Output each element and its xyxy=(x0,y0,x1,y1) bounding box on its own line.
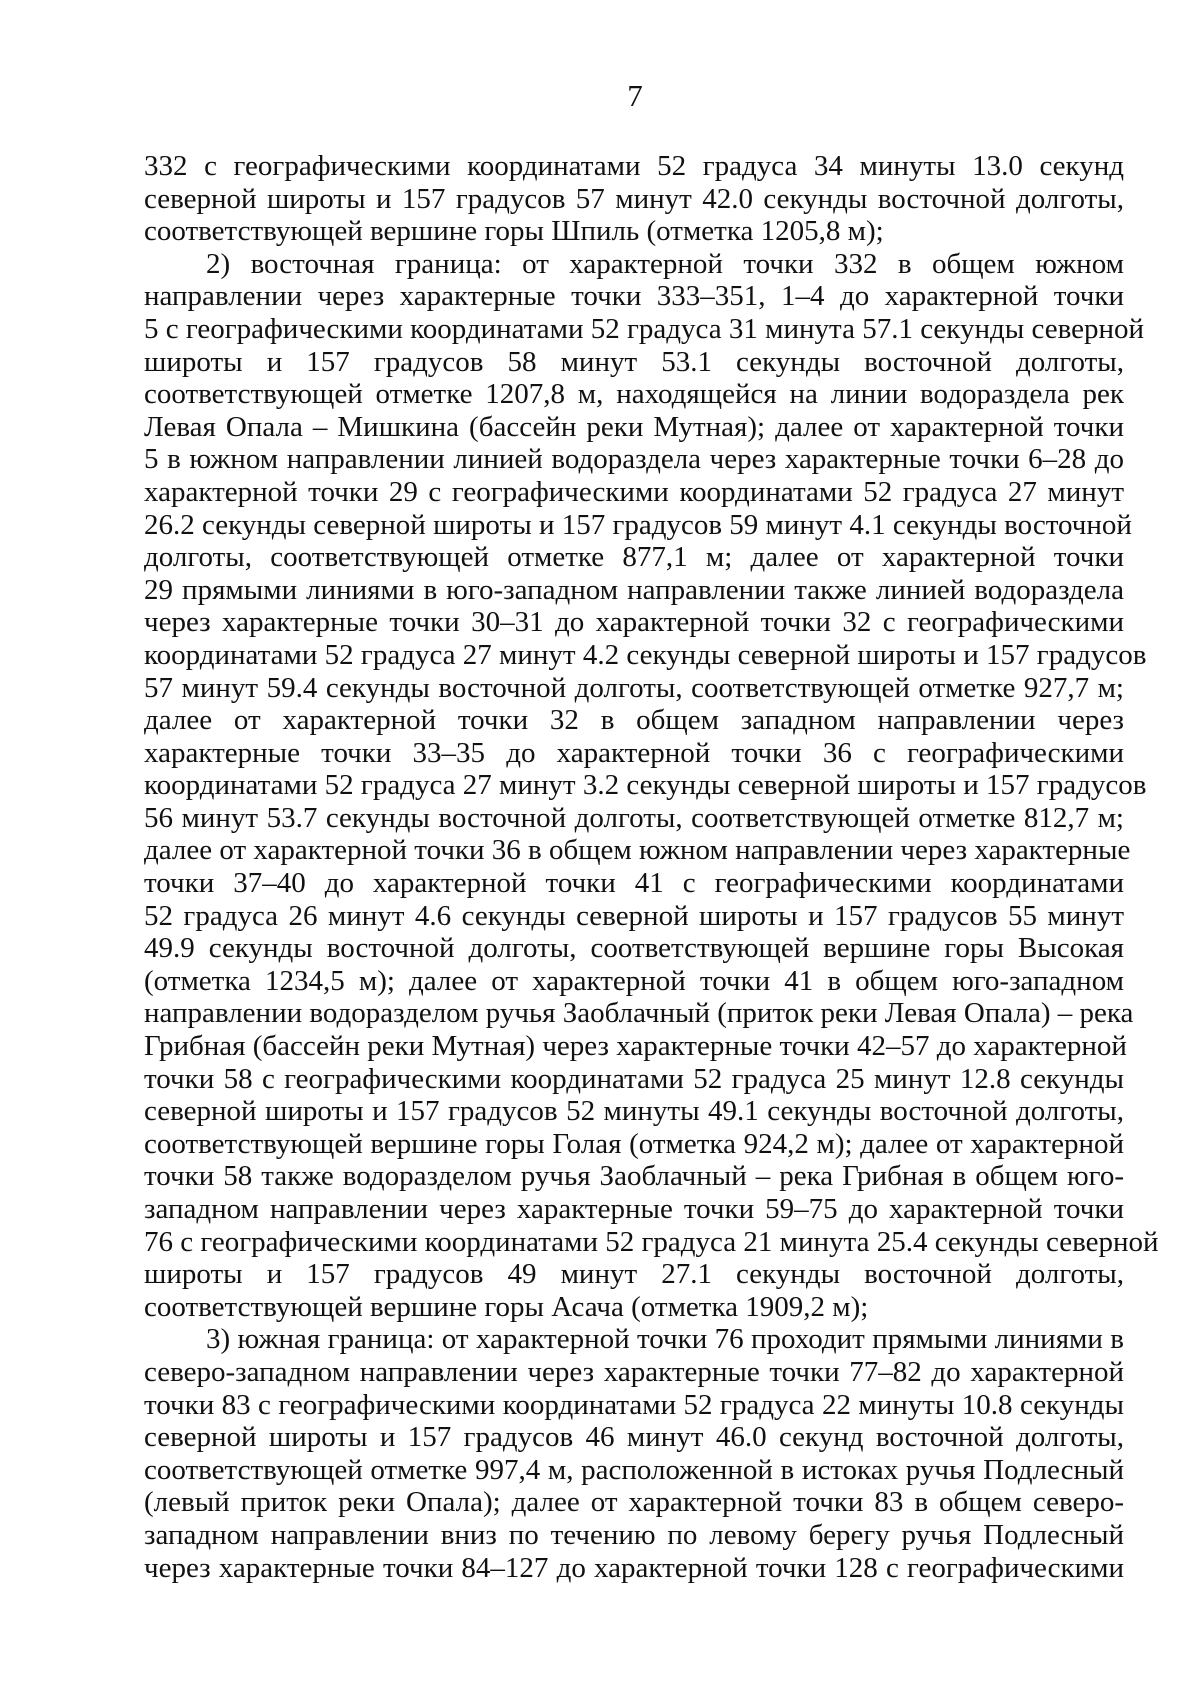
text-line: широты и 157 градусов 58 минут 53.1 секунды восточной долготы, xyxy=(144,345,1124,378)
text-line: точки 83 с географическими координатами 52 градуса 22 минуты 10.8 секунды xyxy=(144,1388,1124,1421)
text-line: направлении водоразделом ручья Заоблачный (приток реки Левая Опала) – река xyxy=(144,997,1134,1030)
text-line: соответствующей вершине горы Голая (отметка 924,2 м); далее от характерной xyxy=(144,1127,1124,1160)
text-line: точки 58 также водоразделом ручья Заоблачный – река Грибная в общем юго- xyxy=(144,1160,1124,1193)
text-line: координатами 52 градуса 27 минут 3.2 секунды северной широты и 157 градусов xyxy=(144,769,1147,802)
text-line: (отметка 1234,5 м); далее от характерной точки 41 в общем юго-западном xyxy=(144,964,1124,997)
text-line: западном направлении вниз по течению по левому берегу ручья Подлесный xyxy=(144,1518,1124,1551)
text-line: 57 минут 59.4 секунды восточной долготы, соответствующей отметке 927,7 м; xyxy=(144,671,1124,704)
text-line: характерной точки 29 с географическими координатами 52 градуса 27 минут xyxy=(144,475,1124,508)
text-line: через характерные точки 84–127 до характерной точки 128 с географическими xyxy=(144,1551,1124,1584)
text-line: точки 58 с географическими координатами 52 градуса 25 минут 12.8 секунды xyxy=(144,1062,1124,1095)
text-line: направлении через характерные точки 333–351, 1–4 до характерной точки xyxy=(144,280,1124,313)
text-line: соответствующей вершине горы Шпиль (отметка 1205,8 м); xyxy=(144,215,884,248)
body-text xyxy=(144,150,1159,1584)
text-line: северной широты и 157 градусов 57 минут 42.0 секунды восточной долготы, xyxy=(144,182,1124,215)
text-line: северной широты и 157 градусов 52 минуты 49.1 секунды восточной долготы, xyxy=(144,1095,1124,1128)
text-line: характерные точки 33–35 до характерной точки 36 с географическими xyxy=(144,736,1124,769)
text-line: соответствующей отметке 997,4 м, расположенной в истоках ручья Подлесный xyxy=(144,1453,1124,1486)
text-line: северо-западном направлении через характерные точки 77–82 до характерной xyxy=(144,1355,1124,1388)
text-line: 332 с географическими координатами 52 градуса 34 минуты 13.0 секунд xyxy=(144,150,1124,182)
text-line: координатами 52 градуса 27 минут 4.2 секунды северной широты и 157 градусов xyxy=(144,638,1147,671)
text-line: 49.9 секунды восточной долготы, соответствующей вершине горы Высокая xyxy=(144,932,1124,965)
text-line: 56 минут 53.7 секунды восточной долготы, соответствующей отметке 812,7 м; xyxy=(144,801,1124,834)
text-line: соответствующей вершине горы Асача (отметка 1909,2 м); xyxy=(144,1290,869,1323)
text-line: северной широты и 157 градусов 46 минут 46.0 секунд восточной долготы, xyxy=(144,1421,1124,1454)
text-line: через характерные точки 30–31 до характерной точки 32 с географическими xyxy=(144,606,1124,639)
text-line: Грибная (бассейн реки Мутная) через характерные точки 42–57 до характерной xyxy=(144,1030,1127,1063)
page-number: 7 xyxy=(627,78,643,113)
text-line: далее от характерной точки 32 в общем западном направлении через xyxy=(144,704,1124,737)
text-line: западном направлении через характерные точки 59–75 до характерной точки xyxy=(144,1193,1124,1225)
text-line: 5 с географическими координатами 52 градуса 31 минута 57.1 секунды северной xyxy=(144,312,1145,345)
text-line: 2) восточная граница: от характерной точки 332 в общем южном xyxy=(206,247,1124,280)
text-line: (левый приток реки Опала); далее от характерной точки 83 в общем северо- xyxy=(144,1486,1124,1519)
text-line: точки 37–40 до характерной точки 41 с географическими координатами xyxy=(144,867,1124,900)
text-line: 29 прямыми линиями в юго-западном направлении также линией водораздела xyxy=(144,573,1124,606)
text-line: 3) южная граница: от характерной точки 76 проходит прямыми линиями в xyxy=(206,1323,1124,1356)
text-line: далее от характерной точки 36 в общем южном направлении через характерные xyxy=(144,834,1131,867)
text-line: 5 в южном направлении линией водораздела через характерные точки 6–28 до xyxy=(144,443,1124,476)
text-line: долготы, соответствующей отметке 877,1 м; далее от характерной точки xyxy=(144,541,1124,574)
text-line: 26.2 секунды северной широты и 157 градусов 59 минут 4.1 секунды восточной xyxy=(144,508,1132,541)
text-line: широты и 157 градусов 49 минут 27.1 секунды восточной долготы, xyxy=(144,1258,1124,1291)
text-line: 76 с географическими координатами 52 градуса 21 минута 25.4 секунды северной xyxy=(144,1225,1159,1258)
text-line: соответствующей отметке 1207,8 м, находящейся на линии водораздела рек xyxy=(144,378,1124,411)
text-line: 52 градуса 26 минут 4.6 секунды северной широты и 157 градусов 55 минут xyxy=(144,899,1124,932)
text-line: Левая Опала – Мишкина (бассейн реки Мутная); далее от характерной точки xyxy=(144,410,1124,443)
